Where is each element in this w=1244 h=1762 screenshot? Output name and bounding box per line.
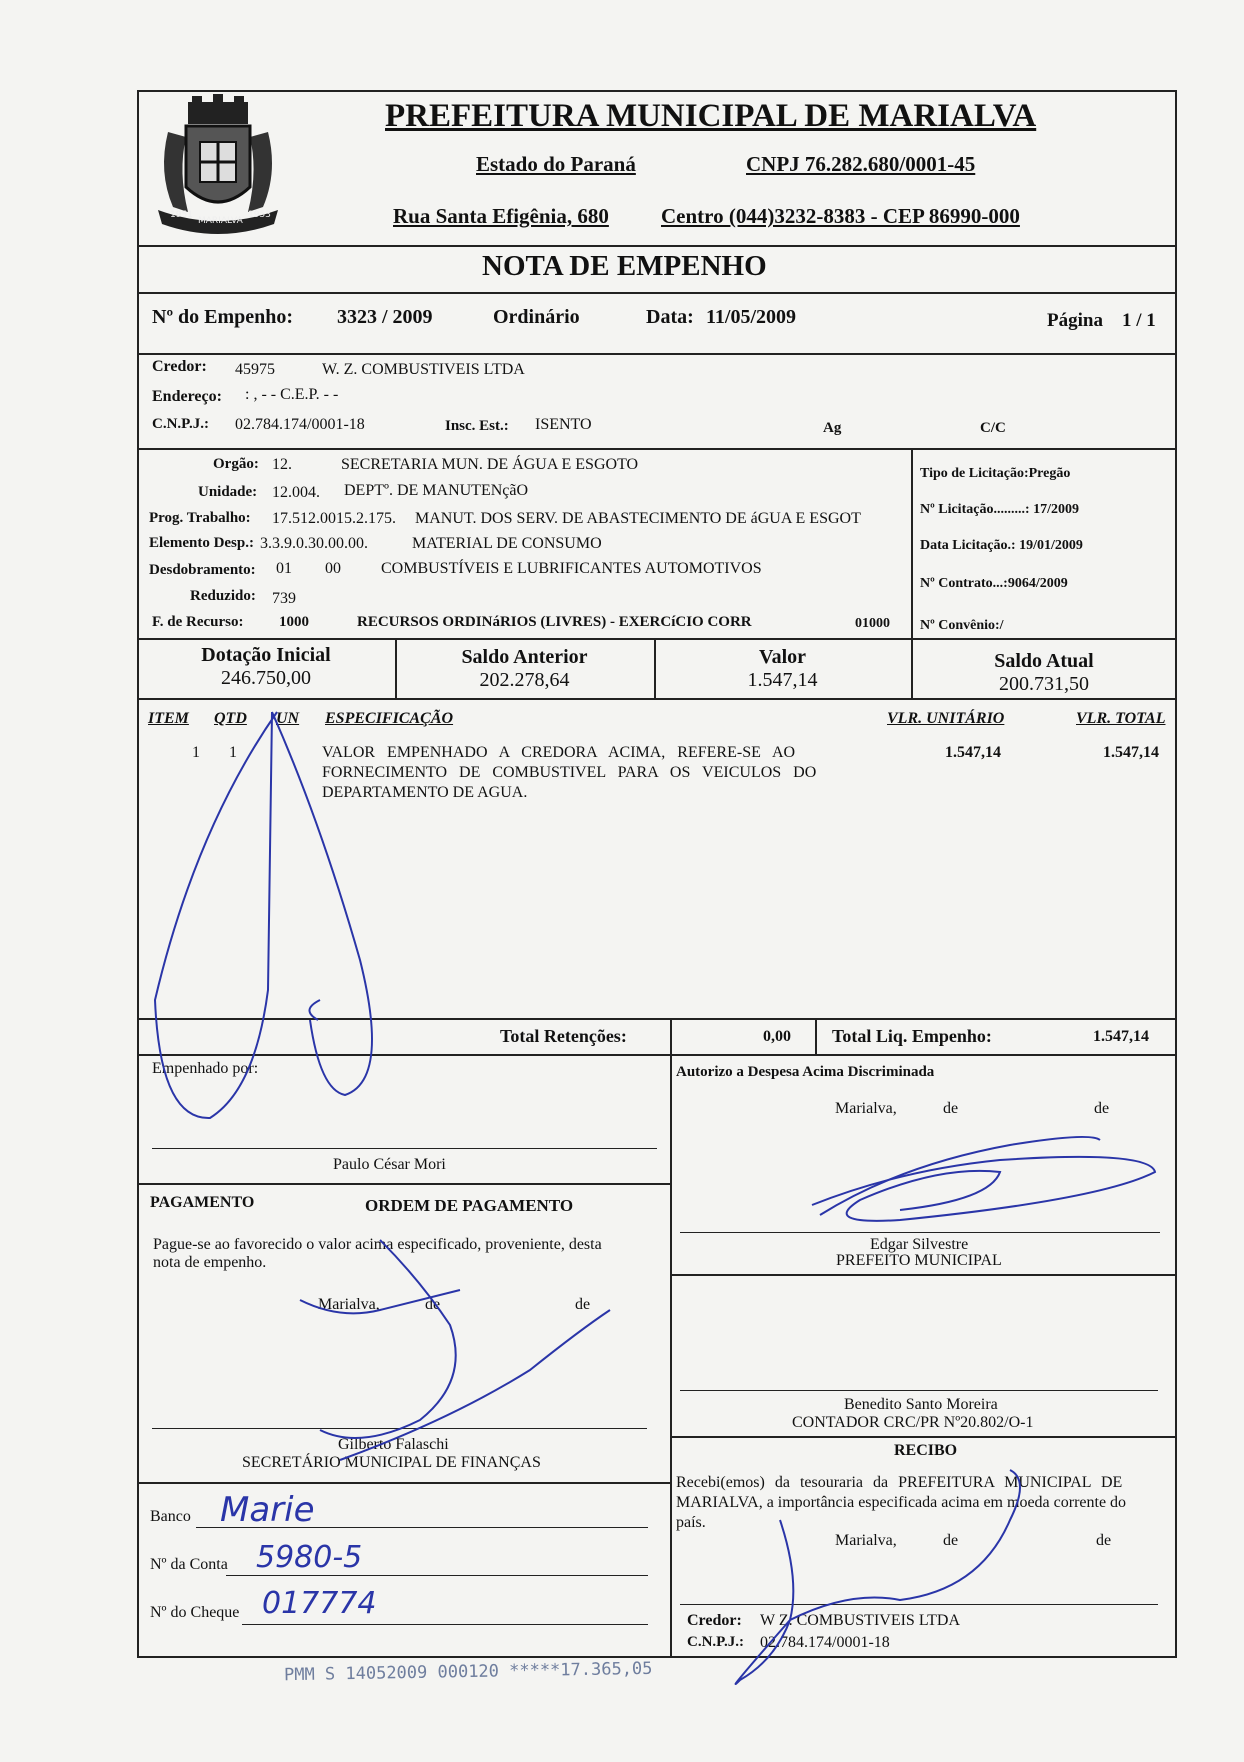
recibo-place: Marialva, — [835, 1532, 897, 1549]
saldo-value: 1.547,14 — [747, 669, 818, 691]
address-label: Endereço: — [152, 388, 222, 405]
credor-code: 45975 — [235, 361, 275, 378]
machine-stamp: PMM S 14052009 000120 *****17.365,05 — [283, 1658, 653, 1686]
item-qtd: 1 — [229, 744, 237, 761]
recurso-code: 1000 — [279, 614, 309, 630]
page-number: 1 / 1 — [1122, 310, 1156, 331]
prog-code: 17.512.0015.2.175. — [272, 510, 396, 527]
total-liq-label: Total Liq. Empenho: — [832, 1026, 992, 1046]
pagamento-de2: de — [575, 1296, 591, 1313]
recurso-name: RECURSOS ORDINáRIOS (LIVRES) - EXERCíCIO CORR — [357, 614, 752, 630]
saldo-value: 200.731,50 — [999, 673, 1089, 695]
contador-role: CONTADOR CRC/PR Nº20.802/O-1 — [792, 1414, 1034, 1431]
saldo-label: Dotação Inicial — [201, 644, 331, 666]
total-retencoes-label: Total Retenções: — [500, 1026, 627, 1046]
elemento-label: Elemento Desp.: — [149, 535, 254, 551]
licitacao-numero: Nº Licitação.........: 17/2009 — [920, 502, 1079, 517]
recibo-cnpj-label: C.N.P.J.: — [687, 1634, 744, 1650]
pagamento-place: Marialva, — [318, 1296, 380, 1313]
saldo-label: Saldo Anterior — [461, 646, 588, 668]
header-street: Rua Santa Efigênia, 680 — [393, 204, 609, 228]
autorizo-de1: de — [943, 1100, 959, 1117]
reduzido-value: 739 — [272, 590, 296, 607]
header-address: Centro (044)3232-8383 - CEP 86990-000 — [661, 204, 1020, 228]
saldo-label: Saldo Atual — [994, 650, 1094, 672]
cnpj-value: 02.784.174/0001-18 — [235, 416, 365, 433]
cnpj-label: C.N.P.J.: — [152, 416, 209, 432]
unidade-label: Unidade: — [198, 484, 258, 500]
seal-year-right: 1953 — [248, 210, 271, 220]
licitacao-tipo: Tipo de Licitação:Pregão — [920, 466, 1071, 481]
insc-label: Insc. Est.: — [445, 418, 509, 434]
recibo-text-line: Recebi(emos) da tesouraria da PREFEITURA MUNICIPAL DE — [676, 1474, 1123, 1491]
cc-label: C/C — [980, 420, 1006, 436]
elemento-code: 3.3.9.0.30.00.00. — [260, 535, 368, 552]
header-state: Estado do Paraná — [476, 152, 636, 176]
total-retencoes-value: 0,00 — [763, 1028, 791, 1045]
licitacao-data: Data Licitação.: 19/01/2009 — [920, 538, 1083, 553]
reduzido-label: Reduzido: — [190, 588, 256, 604]
saldo-value: 246.750,00 — [221, 667, 311, 689]
col-spec: ESPECIFICAÇÃO — [325, 710, 454, 727]
total-liq-value: 1.547,14 — [1093, 1028, 1149, 1045]
pagamento-text-line: nota de empenho. — [153, 1254, 267, 1271]
empenho-date: 11/05/2009 — [706, 306, 797, 328]
pagamento-de1: de — [425, 1296, 441, 1313]
autorizo-de2: de — [1094, 1100, 1110, 1117]
item-number: 1 — [192, 744, 200, 761]
item-spec-line: FORNECIMENTO DE COMBUSTIVEL PARA OS VEICULOS DO — [322, 764, 817, 781]
page-label: Página — [1047, 310, 1103, 331]
header-cnpj: CNPJ 76.282.680/0001-45 — [746, 152, 976, 176]
prog-label: Prog. Trabalho: — [149, 510, 251, 526]
empenhado-name: Paulo César Mori — [333, 1156, 446, 1173]
recurso-code2: 01000 — [855, 616, 890, 631]
recibo-cnpj: 02.784.174/0001-18 — [760, 1634, 890, 1651]
seal-text: MARIALVA — [198, 216, 243, 226]
item-spec-line: VALOR EMPENHADO A CREDORA ACIMA, REFERE-SE AO — [322, 744, 796, 761]
contador-name: Benedito Santo Moreira — [844, 1396, 998, 1413]
item-unit-price: 1.547,14 — [945, 744, 1001, 761]
autorizo-label: Autorizo a Despesa Acima Discriminada — [676, 1064, 935, 1080]
saldo-label: Valor — [758, 646, 807, 668]
credor-label: Credor: — [152, 358, 207, 375]
secretario-role: SECRETÁRIO MUNICIPAL DE FINANÇAS — [242, 1454, 541, 1471]
saldo-value: 202.278,64 — [479, 669, 570, 691]
orgao-label: Orgão: — [213, 456, 259, 472]
empenho-date-label: Data: — [646, 306, 694, 328]
header-title: PREFEITURA MUNICIPAL DE MARIALVA — [385, 98, 1037, 134]
desdobramento-name: COMBUSTÍVEIS E LUBRIFICANTES AUTOMOTIVOS — [381, 560, 762, 577]
col-un: UN — [276, 710, 300, 727]
secretario-name: Gilberto Falaschi — [338, 1436, 449, 1453]
prefeito-name: Edgar Silvestre — [870, 1236, 969, 1253]
orgao-name: SECRETARIA MUN. DE ÁGUA E ESGOTO — [341, 456, 639, 473]
conta-handwritten: 5980-5 — [256, 1540, 363, 1575]
address-value: : , - - C.E.P. - - — [245, 386, 339, 403]
ag-label: Ag — [823, 420, 842, 436]
recurso-label: F. de Recurso: — [152, 614, 244, 630]
desdobramento-code1: 01 — [276, 560, 292, 577]
recibo-title: RECIBO — [894, 1442, 958, 1459]
conta-label: Nº da Conta — [150, 1556, 228, 1573]
recibo-de1: de — [943, 1532, 959, 1549]
recibo-text-line: MARIALVA, a importância especificada acima em moeda corrente do — [676, 1494, 1127, 1511]
document-title: NOTA DE EMPENHO — [482, 250, 767, 282]
unidade-code: 12.004. — [272, 484, 320, 501]
recibo-credor: W Z. COMBUSTIVEIS LTDA — [760, 1612, 961, 1629]
col-unit: VLR. UNITÁRIO — [887, 710, 1005, 727]
item-spec-line: DEPARTAMENTO DE AGUA. — [322, 784, 528, 801]
empenho-number: 3323 / 2009 — [337, 306, 433, 328]
prog-name: MANUT. DOS SERV. DE ABASTECIMENTO DE áGUA E ESGOT — [415, 510, 861, 527]
item-total: 1.547,14 — [1103, 744, 1159, 761]
col-item: ITEM — [148, 710, 189, 727]
col-qtd: QTD — [214, 710, 247, 727]
orgao-code: 12. — [272, 456, 292, 473]
insc-value: ISENTO — [535, 416, 592, 433]
desdobramento-label: Desdobramento: — [149, 562, 256, 578]
licitacao-convenio: Nº Convênio:/ — [920, 618, 1004, 633]
elemento-name: MATERIAL DE CONSUMO — [412, 535, 602, 552]
pagamento-text-line: Pague-se ao favorecido o valor acima especificado, proveniente, desta — [153, 1236, 602, 1253]
col-total: VLR. TOTAL — [1076, 710, 1166, 727]
licitacao-contrato: Nº Contrato...:9064/2009 — [920, 576, 1068, 591]
desdobramento-code2: 00 — [325, 560, 341, 577]
pagamento-label: PAGAMENTO — [150, 1194, 255, 1211]
banco-handwritten: Marie — [220, 1490, 315, 1530]
prefeito-role: PREFEITO MUNICIPAL — [836, 1252, 1002, 1269]
cheque-handwritten: 017774 — [262, 1586, 377, 1621]
empenhado-label: Empenhado por: — [152, 1060, 259, 1077]
credor-name: W. Z. COMBUSTIVEIS LTDA — [322, 361, 525, 378]
seal-year-left: 1951 — [170, 210, 193, 220]
recibo-text-line: país. — [676, 1514, 706, 1531]
autorizo-place: Marialva, — [835, 1100, 897, 1117]
ordem-pagamento-label: ORDEM DE PAGAMENTO — [365, 1196, 574, 1215]
empenho-number-label: Nº do Empenho: — [152, 306, 294, 328]
empenho-type: Ordinário — [493, 306, 580, 328]
recibo-de2: de — [1096, 1532, 1112, 1549]
recibo-credor-label: Credor: — [687, 1612, 742, 1629]
unidade-name: DEPTº. DE MANUTENçãO — [344, 482, 529, 499]
banco-label: Banco — [150, 1508, 191, 1525]
cheque-label: Nº do Cheque — [150, 1604, 240, 1621]
